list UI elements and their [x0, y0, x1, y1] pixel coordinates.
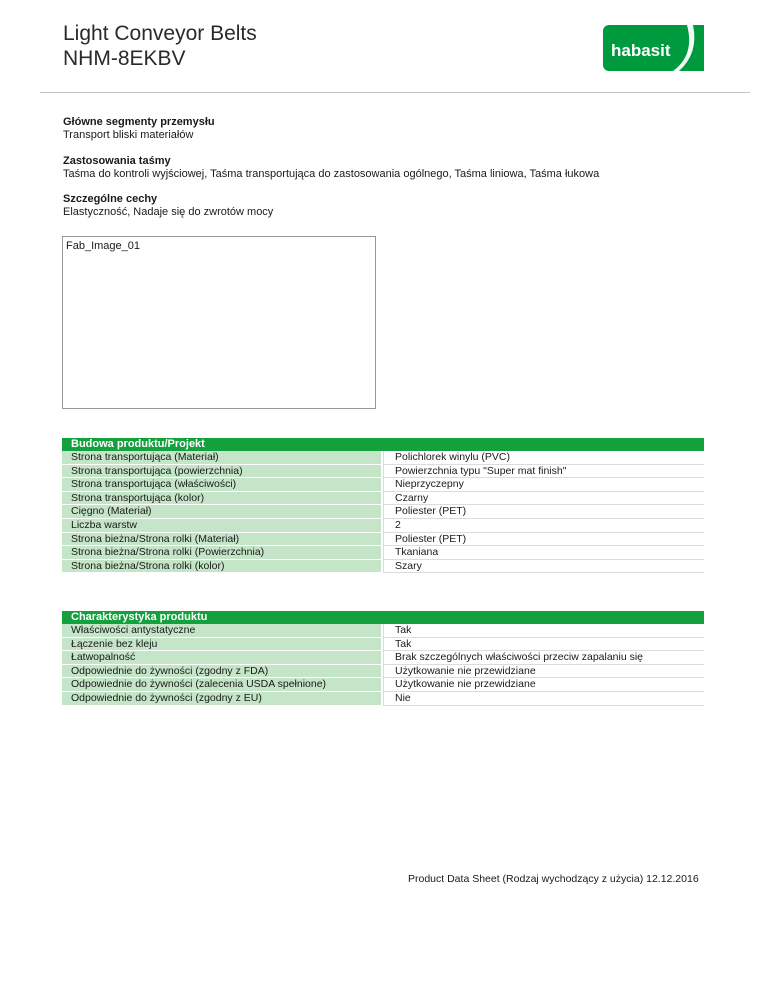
row-label: Strona transportująca (kolor) [62, 492, 381, 506]
row-value: Tak [383, 624, 704, 638]
row-label: Strona transportująca (powierzchnia) [62, 465, 381, 479]
row-label: Strona bieżna/Strona rolki (kolor) [62, 560, 381, 574]
logo-text: habasit [611, 41, 671, 60]
table-row [62, 519, 704, 533]
table-row [62, 665, 704, 679]
row-label: Strona bieżna/Strona rolki (Materiał) [62, 533, 381, 547]
section-applications [63, 155, 599, 181]
section-text: Transport bliski materiałów [63, 129, 194, 141]
row-label: Właściwości antystatyczne [62, 624, 381, 638]
row-value: Nie [383, 692, 704, 706]
table-row [62, 478, 704, 492]
table-row [62, 451, 704, 465]
table-row [62, 638, 704, 652]
section-text: Taśma do kontroli wyjściowej, Taśma transportująca do zastosowania ogólnego, Taśma liniowa, Taśma łukowa [63, 168, 600, 180]
table-row [62, 678, 704, 692]
product-characteristics-table [62, 611, 704, 706]
table-row [62, 624, 704, 638]
section-heading: Zastosowania taśmy [63, 155, 171, 167]
row-value: Poliester (PET) [383, 533, 704, 547]
section-text: Elastyczność, Nadaje się do zwrotów mocy [63, 206, 274, 218]
title-line-1: Light Conveyor Belts [63, 22, 257, 45]
row-label: Odpowiednie do żywności (zgodny z EU) [62, 692, 381, 706]
footer-text: Product Data Sheet (Rodzaj wychodzący z użycia) 12.12.2016 [408, 873, 699, 885]
row-label: Odpowiednie do żywności (zgodny z FDA) [62, 665, 381, 679]
section-industry [63, 116, 215, 142]
table-row [62, 465, 704, 479]
row-label: Strona transportująca (właściwości) [62, 478, 381, 492]
row-label: Łatwopalność [62, 651, 381, 665]
row-label: Łączenie bez kleju [62, 638, 381, 652]
row-label: Cięgno (Materiał) [62, 505, 381, 519]
image-placeholder-label: Fab_Image_01 [66, 240, 140, 252]
table-header: Budowa produktu/Projekt [62, 438, 704, 451]
row-value: Użytkowanie nie przewidziane [383, 665, 704, 679]
table-row [62, 546, 704, 560]
row-value: 2 [383, 519, 704, 533]
section-features [63, 193, 273, 219]
habasit-logo [603, 25, 704, 71]
table-header: Charakterystyka produktu [62, 611, 704, 624]
product-image-placeholder [62, 236, 376, 409]
row-value: Tkaniana [383, 546, 704, 560]
row-value: Polichlorek winylu (PVC) [383, 451, 704, 465]
row-value: Szary [383, 560, 704, 574]
section-heading: Szczególne cechy [63, 193, 158, 205]
row-value: Poliester (PET) [383, 505, 704, 519]
table-row [62, 533, 704, 547]
table-row [62, 560, 704, 574]
table-row [62, 505, 704, 519]
row-value: Tak [383, 638, 704, 652]
row-label: Odpowiednie do żywności (zalecenia USDA spełnione) [62, 678, 381, 692]
table-row [62, 651, 704, 665]
row-label: Strona bieżna/Strona rolki (Powierzchnia) [62, 546, 381, 560]
product-construction-table [62, 438, 704, 573]
row-value: Nieprzyczepny [383, 478, 704, 492]
row-value: Powierzchnia typu "Super mat finish" [383, 465, 704, 479]
row-label: Liczba warstw [62, 519, 381, 533]
row-value: Brak szczególnych właściwości przeciw zapalaniu się [383, 651, 704, 665]
header-divider [40, 92, 750, 93]
table-row [62, 492, 704, 506]
section-heading: Główne segmenty przemysłu [63, 116, 215, 128]
title-line-2: NHM-8EKBV [63, 47, 186, 70]
row-value: Użytkowanie nie przewidziane [383, 678, 704, 692]
page-title [63, 21, 257, 71]
row-label: Strona transportująca (Materiał) [62, 451, 381, 465]
table-row [62, 692, 704, 706]
row-value: Czarny [383, 492, 704, 506]
